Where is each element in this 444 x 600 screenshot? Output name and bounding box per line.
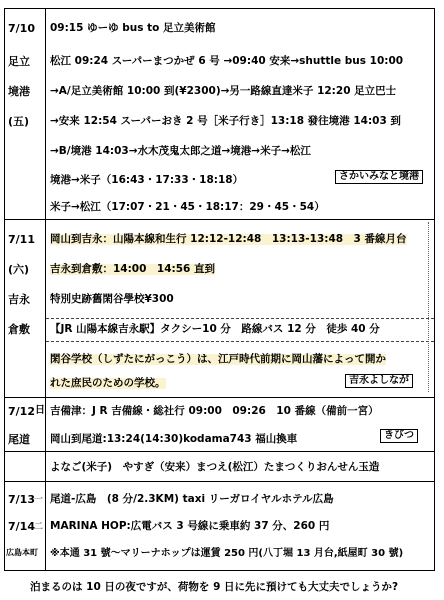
column-divider [45,8,46,571]
schedule-line: 09:15 ゆーゆ bus to 足立美術館 [50,22,216,34]
footer-question: 泊まるのは 10 日の夜ですが、荷物を 9 日に先に預けても大丈夫でしょうか? [30,581,399,593]
schedule-line: 境港→米子（16:43・17:33・18:18） [50,174,244,186]
schedule-line: 吉永到倉敷：14:00 14:56 直到 [50,263,216,275]
row-divider [4,397,435,398]
day-of-week-label: (六) [8,263,30,276]
table-right-border [434,8,435,571]
place-label: 足立 [8,55,30,68]
day-of-week-label: 二 [34,522,44,532]
table-top-border [4,8,435,9]
day-of-week-label: 一 [34,495,44,505]
schedule-line: 特別史跡舊閑谷學校¥300 [50,293,174,305]
schedule-line: 岡山到吉永：山陽本線和生行 12:12-12:48 13:13-13:48 3 番線月台 [50,233,407,245]
schedule-line: 米子→松江（17:07・21・45・18:17：29・45・54） [50,201,325,213]
schedule-line: 岡山到尾道:13:24(14:30)kodama743 福山換車 [50,433,298,445]
dotted-margin [428,222,429,392]
place-label: 倉敷 [8,323,30,336]
schedule-line: 閑谷学校（しずたにがっこう）は、江戸時代前期に岡山藩によって開か [50,353,386,365]
day-of-week-label: 日 [35,405,45,416]
schedule-line: 尾道-広島 (8 分/2.3KM) taxi リーガロイヤルホテル広島 [50,493,334,505]
schedule-line: →A/足立美術館 10:00 到(¥2300)→另一路線直達米子 12:20 足立巴士 [50,85,397,97]
row-divider [4,481,435,482]
row-separator [46,341,434,342]
place-label: 尾道 [8,433,30,446]
place-label: 広島本町 [6,548,38,557]
row-divider [4,219,435,220]
row-separator [46,318,434,319]
day-of-week-label: (五) [8,115,30,128]
schedule-line: →B/境港 14:03→水木茂鬼太郎之道→境港→米子→松江 [50,145,311,157]
schedule-line: MARINA HOP:広電バス 3 号線に乗車約 37 分、260 円 [50,520,330,532]
date-label: 7/12 [8,405,35,418]
date-label: 7/11 [8,233,35,246]
schedule-line: 吉備津：J R 吉備線・総社行 09:00 09:26 10 番線（備前一宮） [50,405,379,417]
date-label: 7/10 [8,22,35,35]
table-bottom-border [4,570,435,571]
schedule-line: 松江 09:24 スーパーまつかぜ 6 号 →09:40 安来→shuttle bus 10:00 [50,55,404,67]
place-name-box: 吉永よしなが [345,374,413,388]
schedule-line: 【JR 山陽本線吉永駅】タクシー10 分 路線バス 12 分 徒歩 40 分 [50,323,380,335]
row-divider [4,451,435,452]
place-name-box: さかいみなと境港 [335,170,423,184]
schedule-line: れた庶民のための学校。 [50,377,166,389]
table-left-border [4,8,5,571]
date-label: 7/14 [8,520,35,533]
place-names-line: よなご(米子) やすぎ（安来）まつえ(松江）たまつくりおんせん玉造 [50,461,380,473]
place-label: 吉永 [8,293,30,306]
place-label: 境港 [8,85,30,98]
place-name-box: きびつ [380,429,418,443]
date-label: 7/13 [8,493,35,506]
schedule-line: ※本通 31 號～マリーナホップは運賃 250 円(八丁堀 13 月台,紙屋町 30 號) [50,548,404,559]
schedule-line: →安来 12:54 スーパーおき 2 号［米子行き］13:18 發往境港 14:03 到 [50,115,401,127]
